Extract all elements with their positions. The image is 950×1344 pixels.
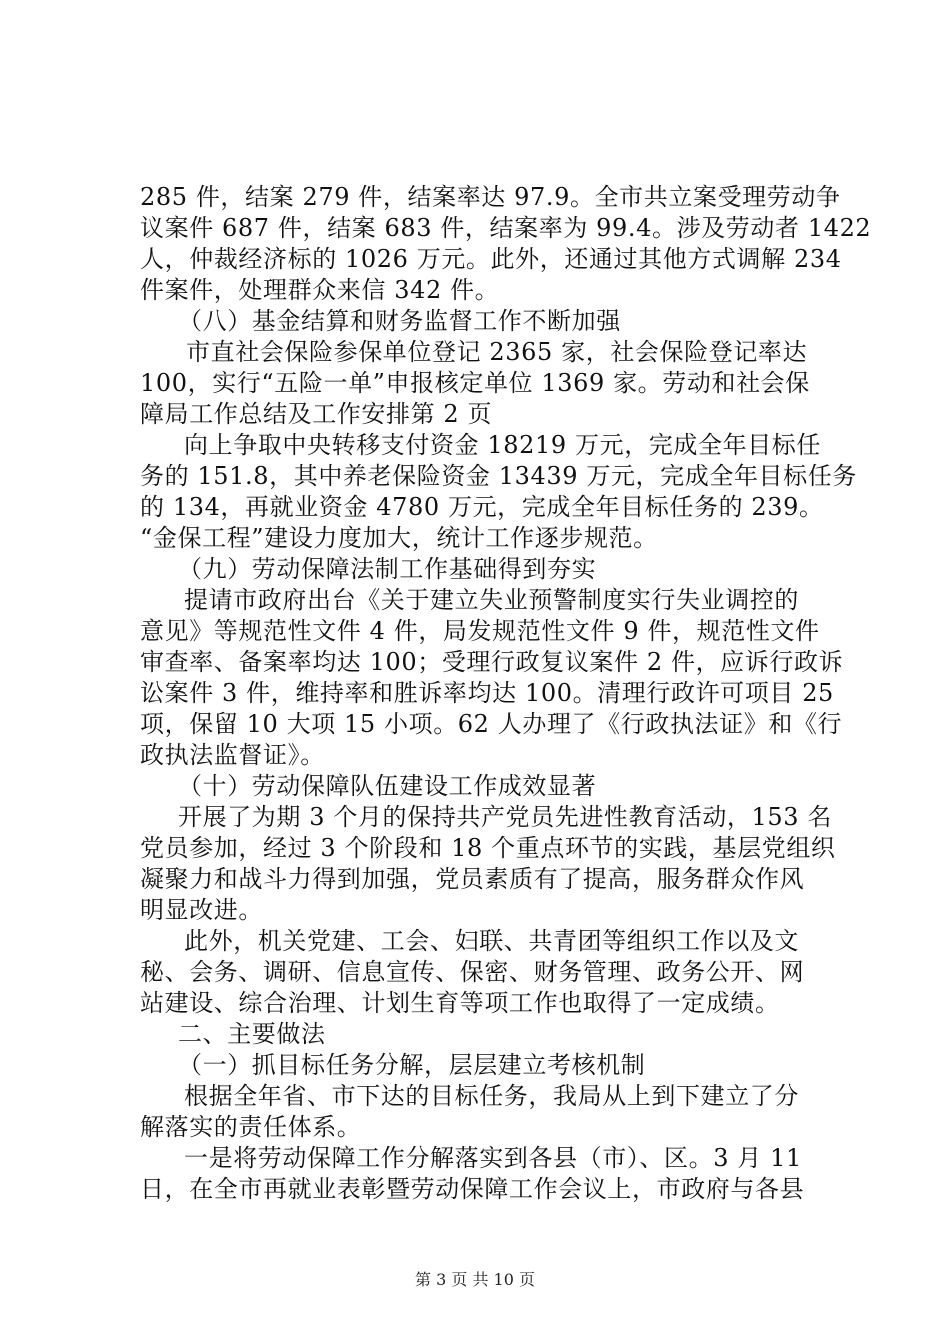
text-line: 日，在全市再就业表彰暨劳动保障工作会议上，市政府与各县 [140, 1175, 805, 1203]
text-line: 政执法监督证》。 [140, 741, 325, 769]
text-line: 的 134，再就业资金 4780 万元，完成全年目标任务的 239。 [140, 493, 824, 521]
text-line: 明显改进。 [140, 896, 263, 924]
text-line: 审查率、备案率均达 100；受理行政复议案件 2 件，应诉行政诉 [140, 648, 844, 676]
text-line: 议案件 687 件，结案 683 件，结案率为 99.4。涉及劳动者 1422 [140, 214, 872, 242]
text-line: 务的 151.8，其中养老保险资金 13439 万元，完成全年目标任务 [140, 462, 857, 490]
section-heading: （九）劳动保障法制工作基础得到夯实 [178, 555, 597, 583]
text-line: 一是将劳动保障工作分解落实到各县（市）、区。3 月 11 [184, 1144, 802, 1172]
text-line: 向上争取中央转移支付资金 18219 万元，完成全年目标任 [184, 431, 822, 459]
text-line: 件案件，处理群众来信 342 件。 [140, 276, 500, 304]
text-line: 市直社会保险参保单位登记 2365 家，社会保险登记率达 [186, 338, 808, 366]
text-line: 项，保留 10 大项 15 小项。62 人办理了《行政执法证》和《行 [140, 710, 843, 738]
section-heading: 二、主要做法 [178, 1020, 326, 1048]
text-line: 开展了为期 3 个月的保持共产党员先进性教育活动，153 名 [178, 803, 832, 831]
text-line: 站建设、综合治理、计划生育等项工作也取得了一定成绩。 [140, 989, 780, 1017]
text-line: 党员参加，经过 3 个阶段和 18 个重点环节的实践，基层党组织 [140, 834, 836, 862]
text-line: 根据全年省、市下达的目标任务，我局从上到下建立了分 [184, 1082, 799, 1110]
page-number-footer: 第 3 页 共 10 页 [415, 1270, 535, 1289]
text-line: 100，实行“五险一单”申报核定单位 1369 家。劳动和社会保 [140, 369, 810, 397]
text-line: 障局工作总结及工作安排第 2 页 [140, 400, 493, 428]
text-line: 此外，机关党建、工会、妇联、共青团等组织工作以及文 [184, 927, 799, 955]
text-line: 凝聚力和战斗力得到加强，党员素质有了提高，服务群众作风 [140, 865, 805, 893]
text-line: 解落实的责任体系。 [140, 1113, 362, 1141]
section-heading: （十）劳动保障队伍建设工作成效显著 [178, 772, 597, 800]
text-line: 人，仲裁经济标的 1026 万元。此外，还通过其他方式调解 234 [140, 245, 842, 273]
section-heading: （八）基金结算和财务监督工作不断加强 [178, 307, 621, 335]
text-line: 意见》等规范性文件 4 件，局发规范性文件 9 件，规范性文件 [140, 617, 820, 645]
section-heading: （一）抓目标任务分解，层层建立考核机制 [178, 1051, 646, 1079]
text-line: 秘、会务、调研、信息宣传、保密、财务管理、政务公开、网 [140, 958, 805, 986]
text-line: 讼案件 3 件，维持率和胜诉率均达 100。清理行政许可项目 25 [140, 679, 834, 707]
text-line: 提请市政府出台《关于建立失业预警制度实行失业调控的 [184, 586, 799, 614]
text-line: “金保工程”建设力度加大，统计工作逐步规范。 [140, 524, 658, 552]
text-line: 285 件，结案 279 件，结案率达 97.9。全市共立案受理劳动争 [140, 183, 841, 211]
